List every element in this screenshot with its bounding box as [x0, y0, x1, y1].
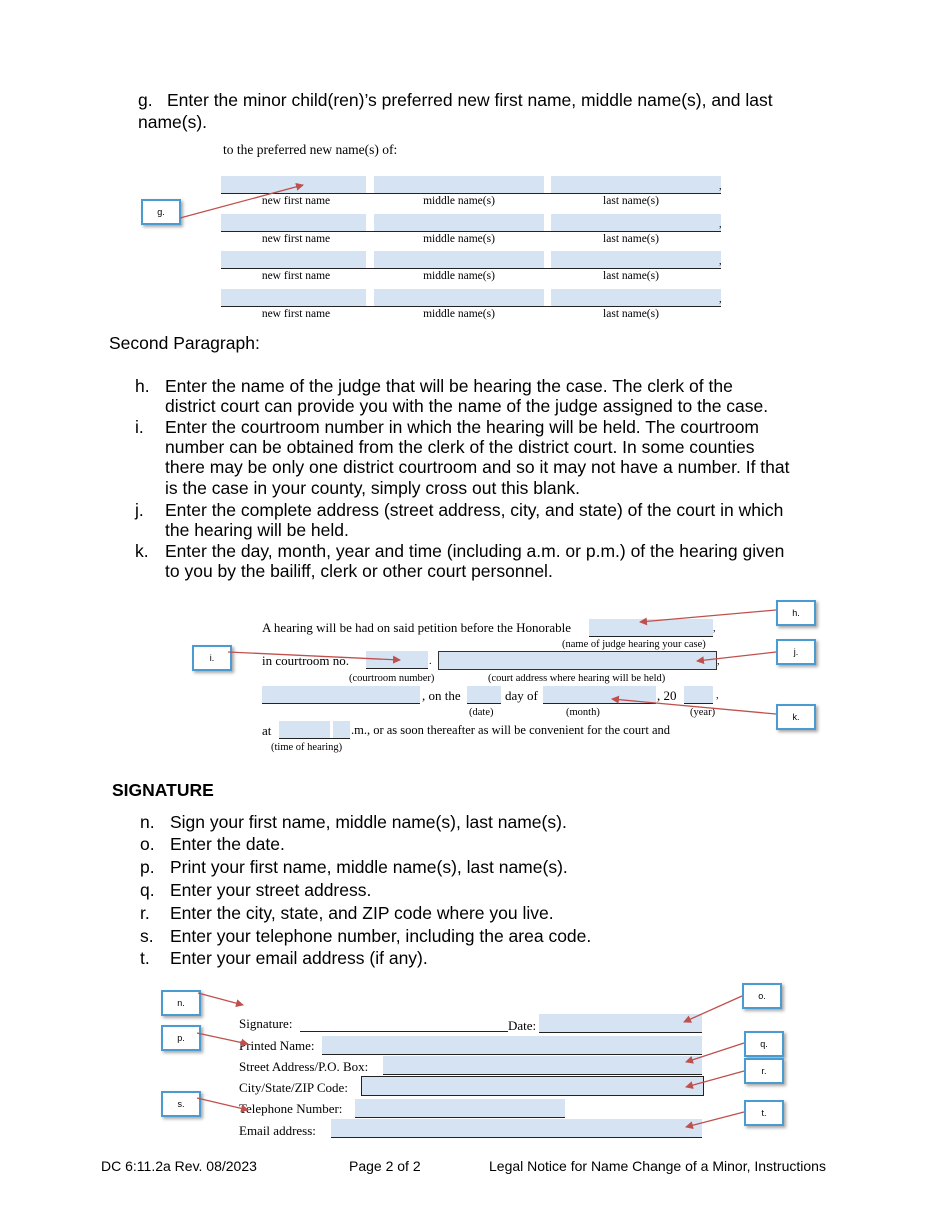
field-underline [262, 703, 420, 704]
field-underline [383, 1074, 702, 1075]
callout-q: q. [744, 1031, 784, 1057]
trailing-comma: , [717, 656, 720, 667]
instruction-line: to you by the bailiff, clerk or other court personnel. [165, 561, 553, 581]
day-field[interactable] [467, 686, 501, 703]
callout-r: r. [744, 1058, 784, 1084]
middle-name-label: middle name(s) [423, 233, 495, 245]
trailing-comma: , [719, 294, 722, 305]
item-marker: t. [140, 948, 150, 968]
signature-heading: SIGNATURE [112, 780, 214, 800]
first-name-field[interactable] [221, 289, 366, 306]
instruction-line: there may be only one district courtroom and so it may not have a number. If that [165, 457, 790, 477]
street-address-label: Street Address/P.O. Box: [239, 1059, 369, 1074]
last-name-label: last name(s) [603, 195, 659, 207]
callout-g: g. [141, 199, 181, 225]
item-marker: g. [138, 90, 153, 110]
hearing-line1-text: A hearing will be had on said petition before the Honorable [262, 620, 572, 635]
signature-line[interactable] [300, 1031, 508, 1032]
city-state-zip-label: City/State/ZIP Code: [239, 1080, 348, 1095]
instruction-line: Enter the city, state, and ZIP code where you live. [170, 903, 554, 923]
instruction-g-line1: Enter the minor child(ren)’s preferred new first name, middle name(s), and last [167, 90, 773, 110]
on-the-text: , on the [422, 688, 461, 703]
footer-page-number: Page 2 of 2 [349, 1158, 421, 1174]
first-name-field[interactable] [221, 251, 366, 268]
first-name-label: new first name [261, 233, 331, 245]
time-label: (time of hearing) [271, 742, 343, 753]
instruction-line: Enter your street address. [170, 880, 372, 900]
callout-h: h. [776, 600, 816, 626]
month-label: (month) [566, 707, 600, 718]
instruction-line: the hearing will be held. [165, 520, 349, 540]
field-underline [221, 231, 721, 232]
field-underline [467, 703, 501, 704]
instruction-line: Enter the date. [170, 834, 285, 854]
courtroom-number-field[interactable] [366, 651, 428, 668]
city-state-zip-field[interactable] [361, 1076, 704, 1096]
court-address-field[interactable] [438, 651, 717, 670]
date-label: (date) [469, 707, 494, 718]
first-name-field[interactable] [221, 214, 366, 231]
field-underline [221, 268, 721, 269]
hearing-time-field[interactable] [279, 721, 330, 738]
callout-j: j. [776, 639, 816, 665]
first-name-label: new first name [261, 270, 331, 282]
item-marker: r. [140, 903, 150, 923]
instruction-line: Enter the name of the judge that will be hearing the case. The clerk of the [165, 376, 733, 396]
field-underline [543, 703, 656, 704]
date-field[interactable] [539, 1014, 702, 1032]
item-marker: o. [140, 834, 155, 854]
trailing-comma: , [713, 623, 716, 634]
instruction-line: is the case in your county, simply cross out this blank. [165, 478, 580, 498]
instruction-line: district court can provide you with the name of the judge assigned to the case. [165, 396, 769, 416]
middle-name-label: middle name(s) [423, 270, 495, 282]
address-label: (court address where hearing will be held) [488, 673, 666, 684]
am-pm-field[interactable] [333, 721, 350, 738]
email-label: Email address: [239, 1123, 316, 1138]
trailing-comma: , [716, 690, 719, 701]
footer-title: Legal Notice for Name Change of a Minor, Instructions [489, 1158, 826, 1174]
instruction-line: Print your first name, middle name(s), last name(s). [170, 857, 568, 877]
callout-t: t. [744, 1100, 784, 1126]
hearing-date-line-field[interactable] [262, 686, 420, 703]
item-marker: q. [140, 880, 155, 900]
field-underline [221, 306, 721, 307]
courtroom-text: in courtroom no. [262, 653, 350, 668]
first-name-label: new first name [261, 308, 331, 320]
field-underline [539, 1032, 702, 1033]
middle-name-field[interactable] [374, 176, 544, 193]
telephone-field[interactable] [355, 1099, 565, 1117]
day-of-text: day of [505, 688, 538, 703]
field-underline [684, 703, 713, 704]
instruction-line: Enter the complete address (street address, city, and state) of the court in which [165, 500, 784, 520]
callout-o: o. [742, 983, 782, 1009]
last-name-label: last name(s) [603, 270, 659, 282]
judge-label: (name of judge hearing your case) [562, 639, 706, 650]
courtroom-label: (courtroom number) [349, 673, 435, 684]
instruction-line: Sign your first name, middle name(s), last name(s). [170, 812, 567, 832]
month-field[interactable] [543, 686, 656, 703]
field-underline [331, 1137, 702, 1138]
instruction-g-line2: name(s). [138, 112, 208, 132]
field-underline [221, 193, 721, 194]
last-name-field[interactable] [551, 214, 721, 231]
callout-p: p. [161, 1025, 201, 1051]
item-marker: h. [135, 376, 150, 396]
email-field[interactable] [331, 1119, 702, 1137]
year-label: (year) [690, 707, 716, 718]
form-heading: to the preferred new name(s) of: [223, 142, 398, 157]
footer-form-number: DC 6:11.2a Rev. 08/2023 [101, 1158, 257, 1174]
middle-name-label: middle name(s) [423, 195, 495, 207]
item-marker: s. [140, 926, 154, 946]
instruction-line: Enter your telephone number, including the area code. [170, 926, 592, 946]
callout-k: k. [776, 704, 816, 730]
callout-n: n. [161, 990, 201, 1016]
first-name-field[interactable] [221, 176, 366, 193]
item-marker: p. [140, 857, 155, 877]
instruction-line: Enter the courtroom number in which the hearing will be held. The courtroom [165, 417, 760, 437]
field-underline [589, 636, 713, 637]
street-address-field[interactable] [383, 1056, 702, 1074]
first-name-label: new first name [261, 195, 331, 207]
signature-label: Signature: [239, 1016, 293, 1031]
am-text: .m., or as soon thereafter as will be convenient for the court and [351, 723, 670, 737]
comma-20-text: , 20 [657, 688, 677, 703]
trailing-comma: , [719, 181, 722, 192]
field-underline [279, 738, 350, 739]
middle-name-label: middle name(s) [423, 308, 495, 320]
item-marker: i. [135, 417, 144, 437]
instruction-line: Enter the day, month, year and time (including a.m. or p.m.) of the hearing given [165, 541, 785, 561]
item-marker: n. [140, 812, 155, 832]
instruction-line: number can be obtained from the clerk of the district court. In some counties [165, 437, 755, 457]
last-name-field[interactable] [551, 289, 721, 306]
field-underline [366, 668, 428, 669]
middle-name-field[interactable] [374, 214, 544, 231]
item-marker: j. [135, 500, 144, 520]
field-underline [322, 1054, 702, 1055]
at-text: at [262, 723, 272, 738]
judge-name-field[interactable] [589, 619, 713, 636]
trailing-comma: , [719, 219, 722, 230]
telephone-label: Telephone Number: [239, 1101, 343, 1116]
printed-name-label: Printed Name: [239, 1038, 315, 1053]
arrow-n [198, 993, 243, 1005]
year-field[interactable] [684, 686, 713, 703]
middle-name-field[interactable] [374, 251, 544, 268]
date-label: Date: [508, 1018, 537, 1033]
middle-name-field[interactable] [374, 289, 544, 306]
instruction-g [138, 90, 153, 111]
instruction-line: Enter your email address (if any). [170, 948, 428, 968]
callout-i: i. [192, 645, 232, 671]
last-name-label: last name(s) [603, 308, 659, 320]
last-name-label: last name(s) [603, 233, 659, 245]
printed-name-field[interactable] [322, 1036, 702, 1054]
item-marker: k. [135, 541, 149, 561]
period: . [429, 656, 432, 667]
last-name-field[interactable] [551, 251, 721, 268]
last-name-field[interactable] [551, 176, 721, 193]
trailing-comma: , [719, 256, 722, 267]
callout-s: s. [161, 1091, 201, 1117]
field-underline [355, 1117, 565, 1118]
second-paragraph-heading: Second Paragraph: [109, 333, 260, 353]
